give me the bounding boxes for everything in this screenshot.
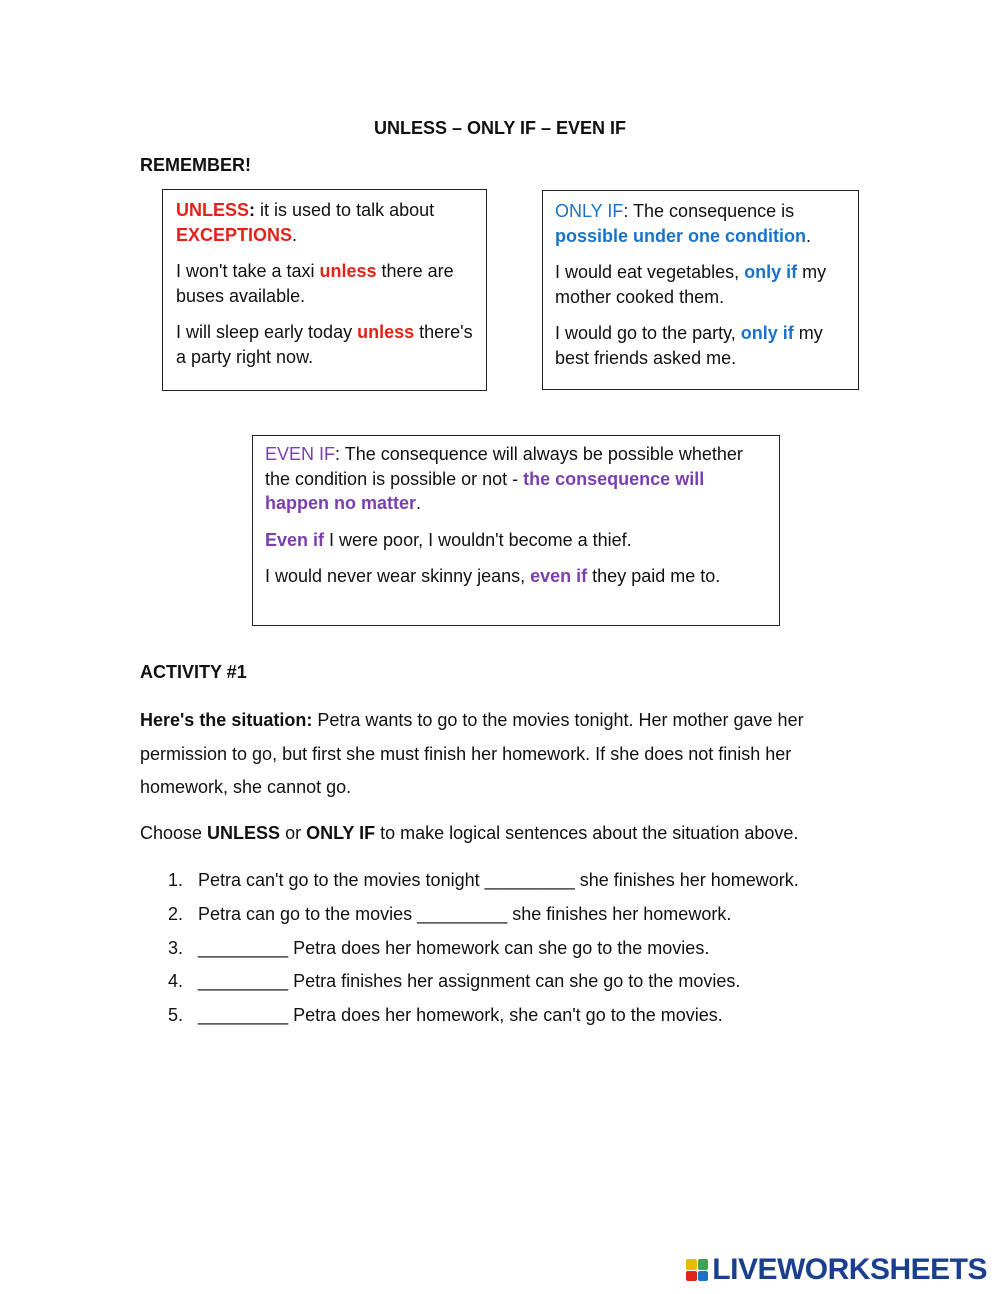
unless-rule-box (162, 189, 487, 391)
activity-heading: ACTIVITY #1 (140, 662, 247, 682)
exercise-list (140, 870, 799, 1039)
even-if-example-2: I would never wear skinny jeans, even if they paid me to. (265, 566, 721, 586)
no-matter-keyword: the consequence will happen no matter (265, 468, 705, 513)
activity-instruction: Choose UNLESS or ONLY IF to make logical sentences about the situation above. (140, 823, 799, 843)
logo-square (698, 1271, 709, 1282)
liveworksheets-logo (686, 1255, 987, 1285)
even-if-rule-box (252, 435, 780, 626)
exercise-item[interactable]: 4. _________ Petra finishes her assignment can she go to the movies. (168, 971, 741, 992)
exercise-item[interactable]: 3. _________ Petra does her homework can she go to the movies. (168, 937, 710, 958)
exercise-item[interactable]: 1. Petra can't go to the movies tonight _________ she finishes her homework. (168, 870, 799, 890)
liveworksheets-logo-icon (686, 1259, 708, 1281)
one-condition-keyword: possible under one condition (555, 225, 807, 246)
logo-square (698, 1259, 709, 1270)
exercise-item[interactable]: 5. _________ Petra does her homework, she can't go to the movies. (168, 1005, 723, 1026)
exceptions-keyword: EXCEPTIONS (176, 224, 293, 245)
only-if-example-2: I would go to the party, only if my best friends asked me. (555, 323, 823, 368)
only-if-example-1: I would eat vegetables, only if my mother cooked them. (555, 262, 827, 307)
exercise-item[interactable]: 2. Petra can go to the movies _________ she finishes her homework. (168, 903, 732, 924)
unless-definition: UNLESS: it is used to talk about EXCEPTIONS. (176, 200, 435, 245)
logo-square (686, 1271, 697, 1282)
unless-term: UNLESS (176, 200, 250, 220)
even-if-example-1: Even if I were poor, I wouldn't become a thief. (265, 529, 632, 550)
only-if-term: ONLY IF (555, 201, 624, 221)
situation-label: Here's the situation: (140, 710, 313, 730)
only-if-rule-box (542, 190, 859, 390)
page-title: UNLESS – ONLY IF – EVEN IF (373, 118, 627, 138)
situation-paragraph: Here's the situation: Petra wants to go to the movies tonight. Her mother gave her permission to go, but first she must finish her homework. If she does not finish her homework, she cannot go. (140, 710, 804, 797)
logo-square (686, 1259, 697, 1270)
even-if-term: EVEN IF (265, 444, 336, 464)
remember-heading: REMEMBER! (140, 155, 251, 175)
even-if-definition: EVEN IF: The consequence will always be possible whether the condition is possible or not - the consequence will happen no matter. (265, 444, 743, 513)
unless-example-1: I won't take a taxi unless there are buses available. (176, 261, 454, 306)
logo-text: LIVEWORKSHEETS (712, 1253, 987, 1286)
unless-example-2: I will sleep early today unless there's a party right now. (176, 322, 473, 367)
only-if-definition: ONLY IF: The consequence is possible under one condition. (555, 201, 812, 246)
